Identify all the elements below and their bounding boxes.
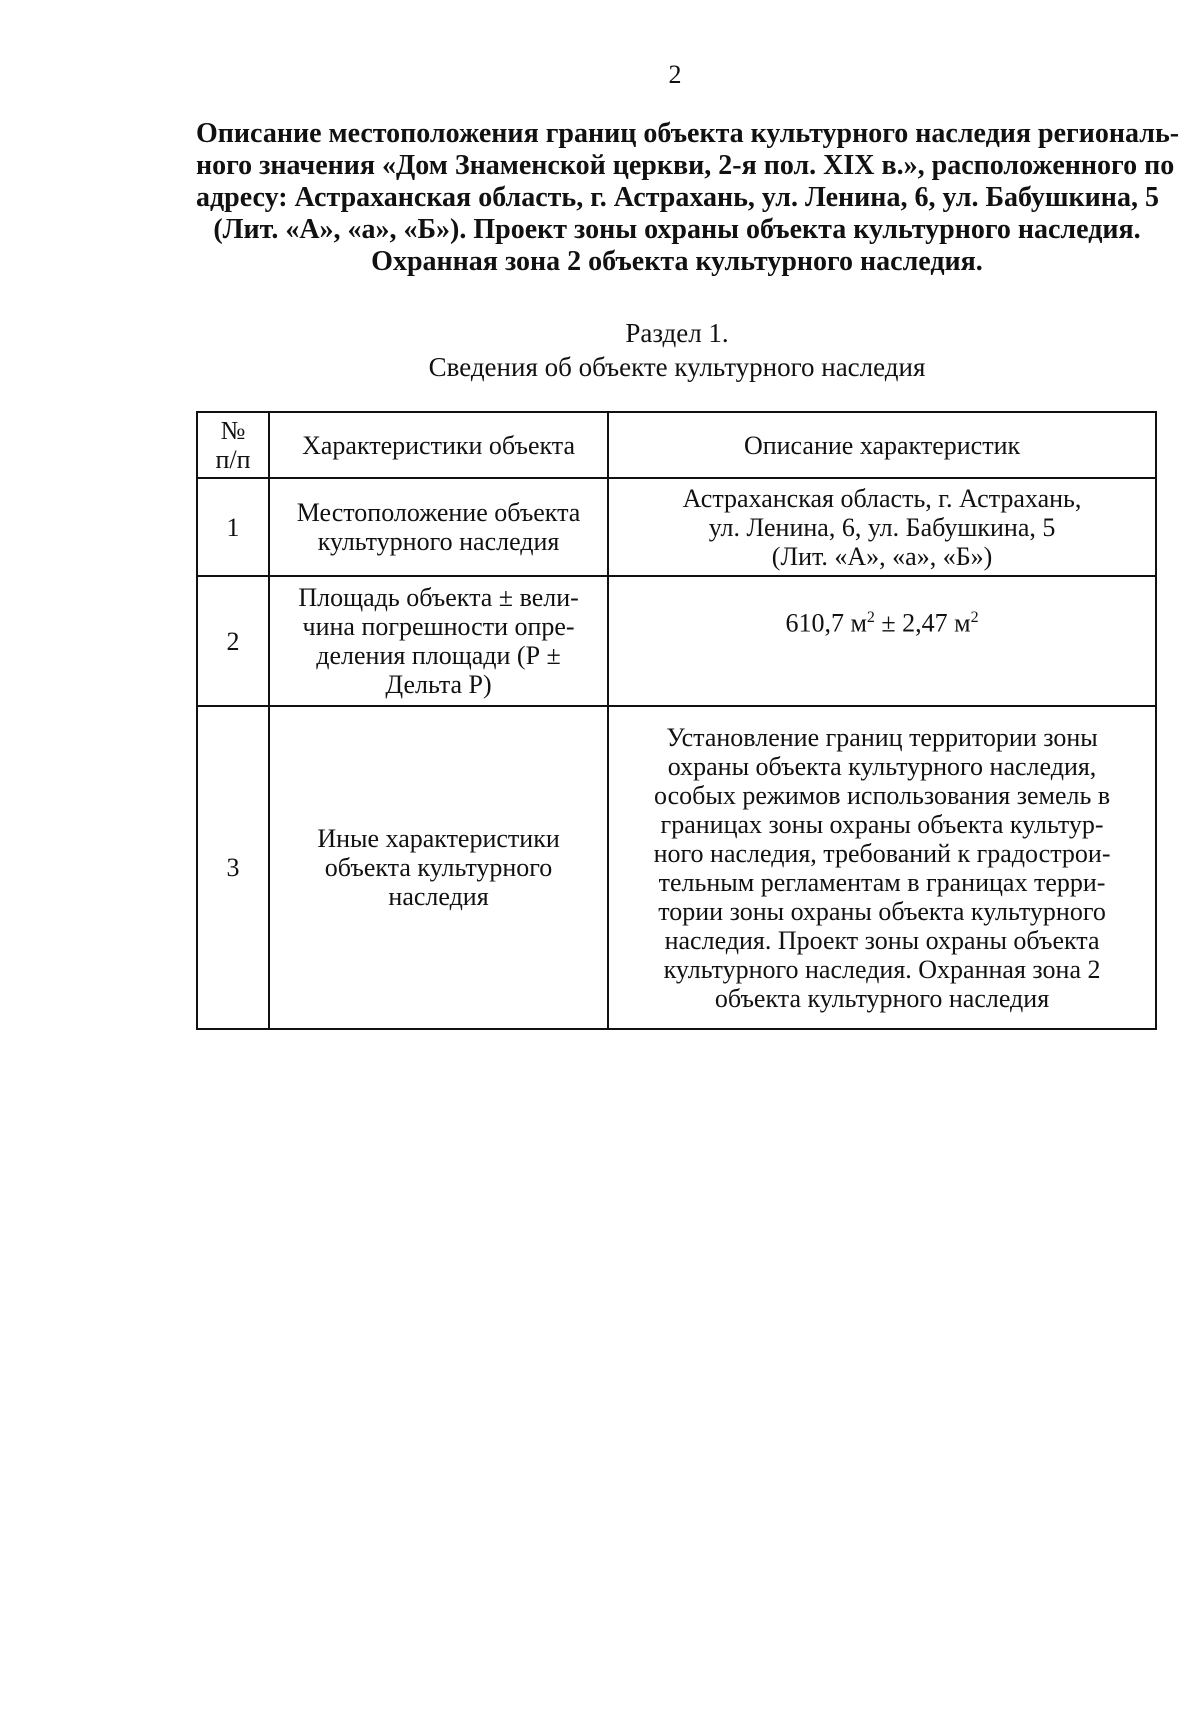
header-characteristic: Характеристики объекта <box>269 412 608 478</box>
table-row <box>197 478 1156 576</box>
title-line: ного значения «Дом Знаменской церкви, 2-я пол. XIX в.», расположенного по <box>196 150 1175 181</box>
row-description <box>608 706 1156 1029</box>
row-number: 2 <box>197 576 269 706</box>
row-characteristic <box>269 576 608 706</box>
cell-line: Площадь объекта ± вели- <box>298 583 579 612</box>
cell-line: ул. Ленина, 6, ул. Бабушкина, 5 <box>708 512 1056 542</box>
heritage-info-table <box>196 411 1157 1030</box>
area-tolerance: ± 2,47 м <box>874 608 971 638</box>
header-number <box>197 412 269 478</box>
cell-line: тельным регламентам в границах терри- <box>658 867 1106 897</box>
table-row <box>197 706 1156 1029</box>
page-number: 2 <box>668 60 682 89</box>
cell-line: культурного наследия. Охранная зона 2 <box>663 954 1101 984</box>
cell-line: тории зоны охраны объекта культурного <box>658 896 1106 926</box>
title-line: адресу: Астраханская область, г. Астрахань, ул. Ленина, 6, ул. Бабушкина, 5 <box>196 182 1159 213</box>
row-number: 3 <box>197 706 269 1029</box>
row-number: 1 <box>197 478 269 576</box>
cell-line: Установление границ территории зоны <box>666 722 1098 752</box>
cell-line: Астраханская область, г. Астрахань, <box>682 483 1082 513</box>
section-label: Раздел 1. <box>625 318 729 348</box>
tolerance-exponent: 2 <box>970 609 979 626</box>
area-value: 610,7 м <box>785 608 867 638</box>
table-row <box>197 576 1156 706</box>
cell-line: деления площади (Р ± <box>316 641 561 670</box>
table-header-row <box>197 412 1156 478</box>
cell-line: чина погрешности опре- <box>302 612 575 641</box>
row-characteristic <box>269 478 608 576</box>
cell-line: Местоположение объекта <box>296 498 581 527</box>
cell-line: границах зоны охраны объекта культур- <box>660 809 1104 839</box>
row-characteristic <box>269 706 608 1029</box>
title-line: Охранная зона 2 объекта культурного наследия. <box>371 246 983 277</box>
header-number-abbr: п/п <box>215 445 251 474</box>
cell-line: культурного наследия <box>317 527 560 556</box>
cell-line: особых режимов использования земель в <box>653 780 1111 810</box>
title-line: Описание местоположения границ объекта культурного наследия региональ- <box>196 118 1180 149</box>
title-line: (Лит. «А», «а», «Б»). Проект зоны охраны объекта культурного наследия. <box>213 214 1141 245</box>
cell-line: (Лит. «А», «а», «Б») <box>771 541 993 571</box>
cell-line: Иные характеристики <box>317 824 560 853</box>
header-description: Описание характеристик <box>608 412 1156 478</box>
section-heading <box>196 316 1158 384</box>
document-title <box>196 118 1180 278</box>
cell-line: наследия <box>388 882 489 911</box>
cell-line: ного наследия, требований к градострои- <box>653 838 1111 868</box>
cell-line: наследия. Проект зоны охраны объекта <box>664 925 1100 955</box>
area-exponent: 2 <box>866 609 875 626</box>
cell-line: объекта культурного наследия <box>714 983 1050 1013</box>
row-description-area <box>608 576 1156 706</box>
cell-line: объекта культурного <box>324 853 553 882</box>
section-subtitle: Сведения об объекте культурного наследия <box>428 352 926 382</box>
cell-line: охраны объекта культурного наследия, <box>667 751 1097 781</box>
header-number-symbol: № <box>220 416 246 445</box>
cell-line: Дельта Р) <box>385 670 492 699</box>
row-description <box>608 478 1156 576</box>
